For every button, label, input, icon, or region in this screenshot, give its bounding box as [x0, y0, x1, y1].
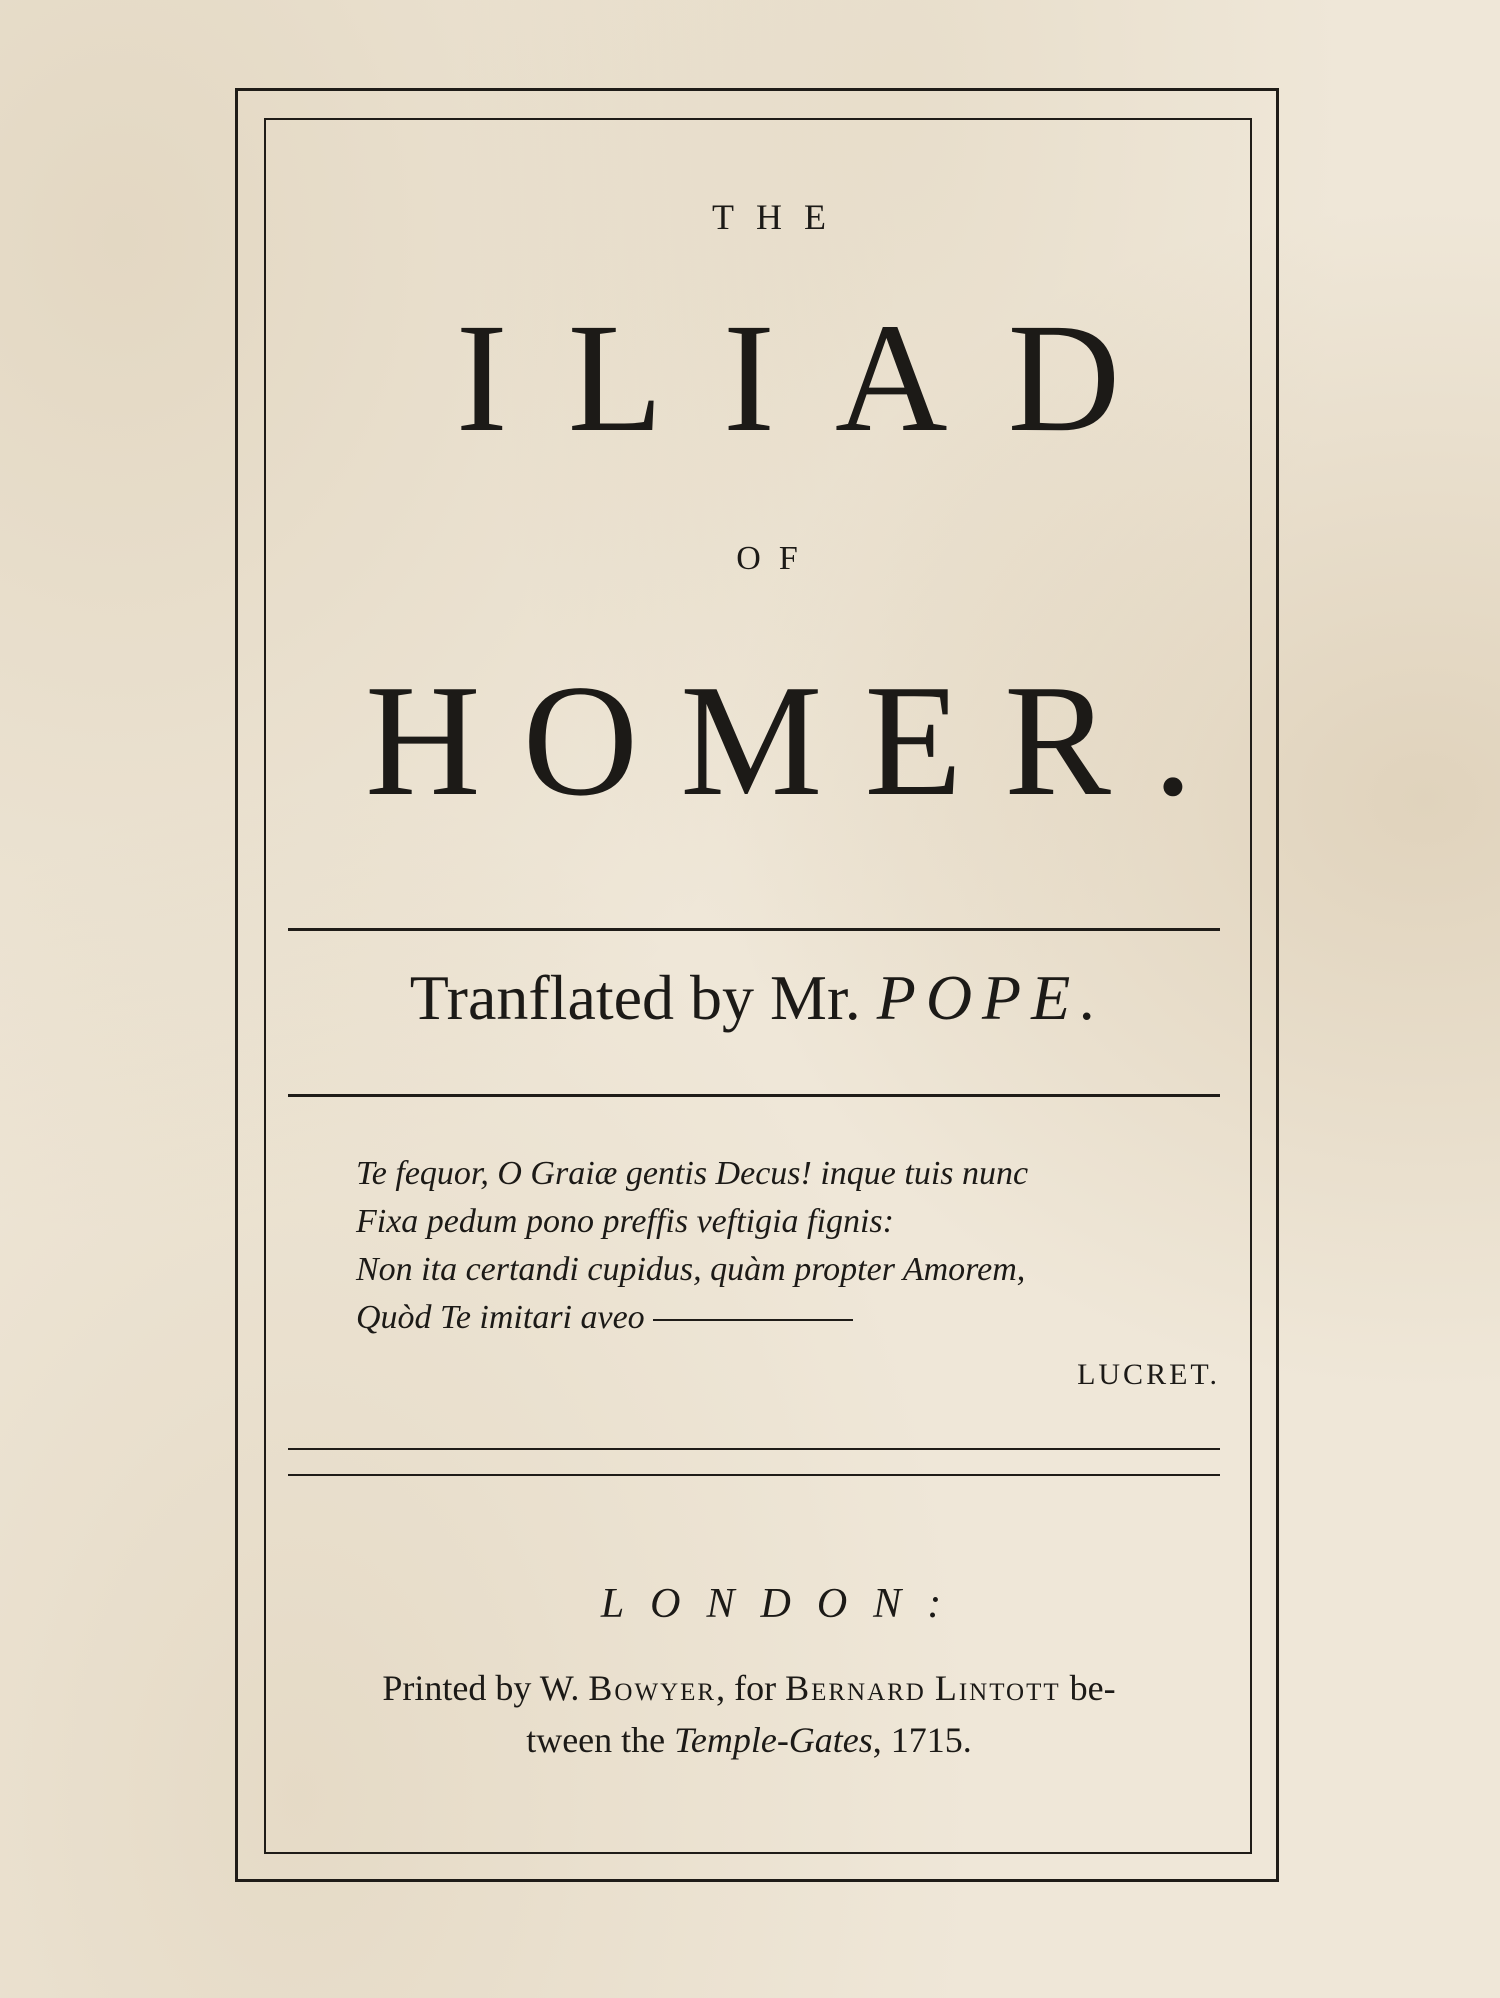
double-rule-top [288, 1448, 1220, 1450]
imprint-publisher-first: Bernard [785, 1668, 926, 1708]
imprint-for: , for [716, 1668, 786, 1708]
imprint-city: LONDON: [600, 1581, 968, 1627]
imprint-printer-name: Bowyer [588, 1668, 717, 1708]
epigraph-line-4: Quòd Te imitari aveo [356, 1299, 645, 1336]
imprint-line-1 [274, 1662, 1224, 1714]
epigraph [356, 1150, 1216, 1342]
title-the: THE [712, 197, 848, 237]
epigraph-line-4-wrap [356, 1294, 1216, 1342]
imprint-line1-end: be- [1060, 1668, 1116, 1708]
imprint-year: , 1715. [872, 1720, 972, 1760]
epigraph-line-2: Fixa pedum pono preffis veftigia fignis: [356, 1203, 894, 1240]
imprint-printed-by: Printed by [382, 1668, 540, 1708]
translator-prefix: Tranflated by Mr. [409, 962, 877, 1033]
title-of: OF [736, 540, 816, 577]
translator-line [264, 962, 1252, 1033]
epigraph-attribution: LUCRET. [1077, 1358, 1220, 1391]
title-iliad: ILIAD [455, 291, 1181, 464]
imprint-block [274, 1662, 1224, 1766]
epigraph-line-3: Non ita certandi cupidus, quàm propter Amorem, [356, 1251, 1026, 1288]
translator-name: POPE. [876, 962, 1107, 1033]
imprint-publisher-last: Lintott [934, 1668, 1061, 1708]
imprint-line-2 [274, 1714, 1224, 1766]
epigraph-line-1: Te fequor, O Graiæ gentis Decus! inque tuis nunc [356, 1155, 1029, 1192]
imprint-line2-start: tween the [526, 1720, 675, 1760]
rule-under-translator [288, 1094, 1220, 1097]
double-rule-bottom [288, 1474, 1220, 1476]
epigraph-dash [653, 1319, 853, 1321]
imprint-printer-initial: W. [539, 1668, 589, 1708]
imprint-location: Temple-Gates [674, 1720, 873, 1760]
rule-under-title [288, 928, 1220, 931]
title-homer: HOMER. [365, 651, 1235, 829]
